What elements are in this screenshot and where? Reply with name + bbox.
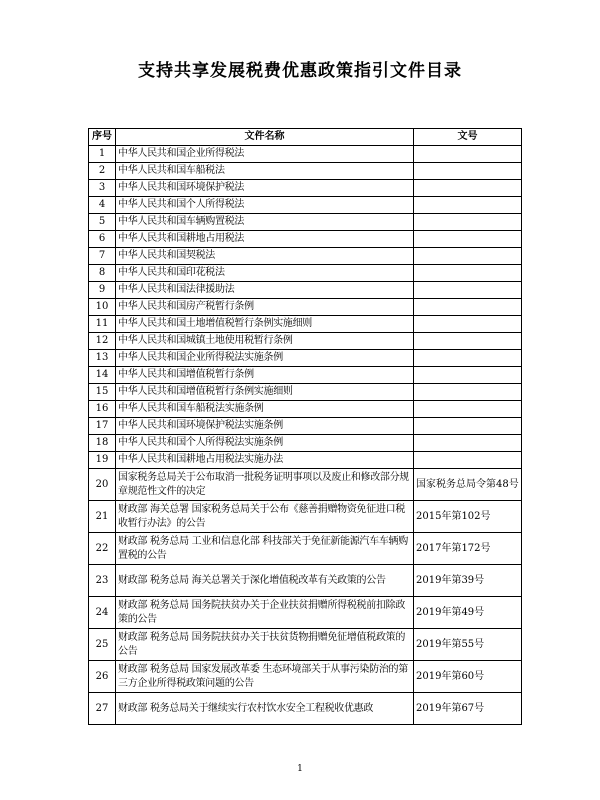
- table-row: [89, 197, 522, 214]
- row-doc: [414, 197, 522, 214]
- table-row: [89, 597, 522, 629]
- row-doc: [414, 418, 522, 435]
- row-doc: [414, 435, 522, 452]
- row-num: 6: [89, 231, 116, 248]
- table-row: [89, 299, 522, 316]
- row-doc: [414, 282, 522, 299]
- row-name: 中华人民共和国个人所得税法: [116, 197, 414, 214]
- row-num: 10: [89, 299, 116, 316]
- table-row: [89, 350, 522, 367]
- row-doc: [414, 163, 522, 180]
- row-name: 财政部 税务总局 海关总署关于深化增值税改革有关政策的公告: [116, 565, 414, 597]
- row-doc: 2015年第102号: [414, 501, 522, 533]
- row-name: 中华人民共和国法律援助法: [116, 282, 414, 299]
- row-num: 18: [89, 435, 116, 452]
- table-row: [89, 629, 522, 661]
- row-doc: 2019年第55号: [414, 629, 522, 661]
- table-row: [89, 333, 522, 350]
- row-name: 中华人民共和国印花税法: [116, 265, 414, 282]
- row-num: 21: [89, 501, 116, 533]
- row-doc: [414, 350, 522, 367]
- row-name: 中华人民共和国耕地占用税法: [116, 231, 414, 248]
- table-row: [89, 316, 522, 333]
- row-num: 20: [89, 469, 116, 501]
- row-doc: [414, 265, 522, 282]
- row-doc: [414, 231, 522, 248]
- row-name: 中华人民共和国环境保护税法实施条例: [116, 418, 414, 435]
- row-doc: [414, 333, 522, 350]
- table-row: [89, 501, 522, 533]
- table-header-row: [89, 129, 522, 146]
- row-doc: 国家税务总局令第48号: [414, 469, 522, 501]
- table-row: [89, 565, 522, 597]
- row-num: 9: [89, 282, 116, 299]
- row-name: 国家税务总局关于公布取消一批税务证明事项以及废止和修改部分规章规范性文件的决定: [116, 469, 414, 501]
- table-row: [89, 163, 522, 180]
- row-num: 8: [89, 265, 116, 282]
- row-num: 14: [89, 367, 116, 384]
- row-name: 中华人民共和国环境保护税法: [116, 180, 414, 197]
- row-name: 财政部 税务总局关于继续实行农村饮水安全工程税收优惠政: [116, 693, 414, 725]
- header-doc: 文号: [414, 129, 522, 146]
- row-num: 4: [89, 197, 116, 214]
- row-num: 26: [89, 661, 116, 693]
- table-row: [89, 661, 522, 693]
- table-row: [89, 435, 522, 452]
- header-name: 文件名称: [116, 129, 414, 146]
- row-doc: [414, 384, 522, 401]
- row-num: 23: [89, 565, 116, 597]
- row-num: 7: [89, 248, 116, 265]
- table-row: [89, 180, 522, 197]
- row-doc: [414, 214, 522, 231]
- row-num: 13: [89, 350, 116, 367]
- row-doc: [414, 316, 522, 333]
- table-row: [89, 469, 522, 501]
- row-name: 中华人民共和国城镇土地使用税暂行条例: [116, 333, 414, 350]
- row-name: 中华人民共和国车船税法: [116, 163, 414, 180]
- row-name: 中华人民共和国个人所得税法实施条例: [116, 435, 414, 452]
- row-name: 中华人民共和国耕地占用税法实施办法: [116, 452, 414, 469]
- table-row: [89, 367, 522, 384]
- row-name: 中华人民共和国契税法: [116, 248, 414, 265]
- row-num: 19: [89, 452, 116, 469]
- row-name: 财政部 税务总局 国务院扶贫办关于扶贫货物捐赠免征增值税政策的公告: [116, 629, 414, 661]
- row-num: 5: [89, 214, 116, 231]
- row-name: 中华人民共和国增值税暂行条例: [116, 367, 414, 384]
- table-row: [89, 452, 522, 469]
- row-name: 财政部 税务总局 国家发展改革委 生态环境部关于从事污染防治的第三方企业所得税政策问题的公告: [116, 661, 414, 693]
- row-num: 25: [89, 629, 116, 661]
- row-name: 中华人民共和国土地增值税暂行条例实施细则: [116, 316, 414, 333]
- row-name: 中华人民共和国企业所得税法: [116, 146, 414, 163]
- row-num: 2: [89, 163, 116, 180]
- row-num: 1: [89, 146, 116, 163]
- table-row: [89, 214, 522, 231]
- row-doc: [414, 180, 522, 197]
- document-list-table: [88, 128, 522, 725]
- row-name: 中华人民共和国房产税暂行条例: [116, 299, 414, 316]
- row-doc: [414, 367, 522, 384]
- row-num: 24: [89, 597, 116, 629]
- row-name: 财政部 税务总局 工业和信息化部 科技部关于免征新能源汽车车辆购置税的公告: [116, 533, 414, 565]
- row-doc: 2019年第67号: [414, 693, 522, 725]
- table-row: [89, 401, 522, 418]
- row-doc: 2017年第172号: [414, 533, 522, 565]
- row-name: 财政部 海关总署 国家税务总局关于公布《慈善捐赠物资免征进口税收暂行办法》的公告: [116, 501, 414, 533]
- row-name: 中华人民共和国增值税暂行条例实施细则: [116, 384, 414, 401]
- row-name: 财政部 税务总局 国务院扶贫办关于企业扶贫捐赠所得税税前扣除政策的公告: [116, 597, 414, 629]
- row-doc: [414, 248, 522, 265]
- row-name: 中华人民共和国车辆购置税法: [116, 214, 414, 231]
- row-num: 12: [89, 333, 116, 350]
- table-row: [89, 418, 522, 435]
- row-doc: [414, 299, 522, 316]
- page-number: 1: [297, 764, 303, 774]
- row-doc: 2019年第49号: [414, 597, 522, 629]
- table-row: [89, 693, 522, 725]
- table-row: [89, 384, 522, 401]
- row-num: 11: [89, 316, 116, 333]
- page-title: 支持共享发展税费优惠政策指引文件目录: [138, 61, 462, 81]
- table-row: [89, 533, 522, 565]
- header-num: 序号: [89, 129, 116, 146]
- row-doc: 2019年第39号: [414, 565, 522, 597]
- table-row: [89, 282, 522, 299]
- row-doc: [414, 401, 522, 418]
- table-row: [89, 146, 522, 163]
- row-num: 3: [89, 180, 116, 197]
- row-num: 27: [89, 693, 116, 725]
- row-doc: 2019年第60号: [414, 661, 522, 693]
- row-name: 中华人民共和国车船税法实施条例: [116, 401, 414, 418]
- table-row: [89, 231, 522, 248]
- table-row: [89, 265, 522, 282]
- row-num: 16: [89, 401, 116, 418]
- row-num: 22: [89, 533, 116, 565]
- row-doc: [414, 146, 522, 163]
- table-row: [89, 248, 522, 265]
- row-num: 17: [89, 418, 116, 435]
- row-doc: [414, 452, 522, 469]
- row-num: 15: [89, 384, 116, 401]
- row-name: 中华人民共和国企业所得税法实施条例: [116, 350, 414, 367]
